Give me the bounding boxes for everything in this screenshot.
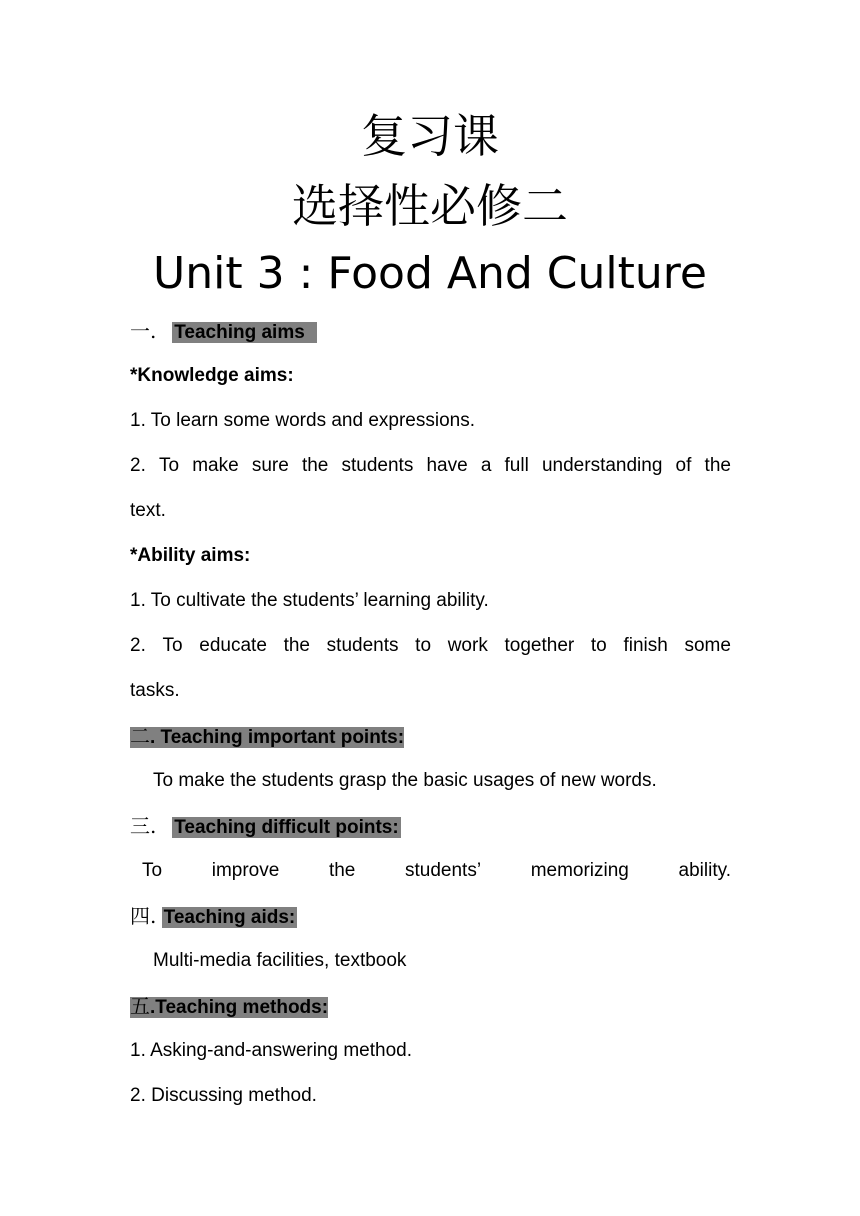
ability-aim-2 — [130, 632, 731, 660]
knowledge-aim-2 — [130, 452, 731, 480]
section-3-heading — [130, 812, 731, 842]
title-review-lesson: 复习课 — [361, 109, 499, 163]
section-5-label: .Teaching methods: — [150, 997, 329, 1018]
section-2-label-wrap — [130, 724, 405, 748]
word: the — [704, 455, 731, 476]
word: make — [192, 455, 239, 476]
ability-aim-2-continued: tasks. — [130, 680, 180, 701]
word: ability. — [678, 860, 731, 881]
section-3-label: Teaching difficult points: — [174, 817, 399, 838]
word: 2. — [130, 635, 146, 656]
ability-aim-1: 1. To cultivate the students’ learning ability. — [130, 590, 489, 611]
section-5-heading — [130, 992, 731, 1022]
ability-aims-heading: *Ability aims: — [130, 545, 251, 566]
section-1-label: Teaching aims — [172, 322, 317, 343]
word: improve — [211, 860, 280, 881]
knowledge-aim-1: 1. To learn some words and expressions. — [130, 410, 475, 431]
section-2-number: 二 — [130, 724, 150, 748]
knowledge-aim-2-continued: text. — [130, 500, 166, 521]
word: have — [426, 455, 468, 476]
word: students — [341, 455, 414, 476]
word: the — [301, 455, 329, 476]
word: educate — [199, 635, 267, 656]
word: To — [159, 455, 180, 476]
section-1-heading — [130, 317, 731, 347]
section-4-text: Multi-media facilities, textbook — [153, 950, 407, 971]
word: To — [162, 635, 183, 656]
section-2-text: To make the students grasp the basic usages of new words. — [153, 770, 657, 791]
word: finish — [623, 635, 668, 656]
method-2: 2. Discussing method. — [130, 1085, 317, 1106]
word: the — [283, 635, 310, 656]
word: together — [504, 635, 575, 656]
word: a — [480, 455, 492, 476]
section-4-label: Teaching aids: — [163, 907, 296, 928]
section-3-text — [142, 857, 731, 885]
word: the — [328, 860, 356, 881]
title-book-name: 选择性必修二 — [292, 179, 568, 233]
section-5-number: 五 — [130, 994, 150, 1018]
word: of — [675, 455, 692, 476]
word: some — [684, 635, 731, 656]
word: understanding — [541, 455, 663, 476]
word: memorizing — [530, 860, 629, 881]
section-2-label: . Teaching important points: — [150, 727, 405, 748]
method-1: 1. Asking-and-answering method. — [130, 1040, 412, 1061]
word: students’ — [405, 860, 482, 881]
section-3-number: 三. — [130, 814, 157, 838]
word: 2. — [130, 455, 146, 476]
word: to — [415, 635, 432, 656]
section-4-heading — [130, 902, 731, 932]
word: sure — [251, 455, 289, 476]
word: work — [447, 635, 488, 656]
section-2-heading — [130, 722, 731, 752]
word: To — [142, 860, 163, 881]
word: to — [590, 635, 607, 656]
title-unit: Unit 3 : Food And Culture — [153, 248, 707, 299]
word: students — [326, 635, 399, 656]
word: full — [504, 455, 529, 476]
knowledge-aims-heading: *Knowledge aims: — [130, 365, 294, 386]
section-4-number: 四. — [130, 904, 157, 928]
section-1-number: 一. — [130, 319, 157, 343]
section-5-label-wrap — [130, 994, 329, 1018]
